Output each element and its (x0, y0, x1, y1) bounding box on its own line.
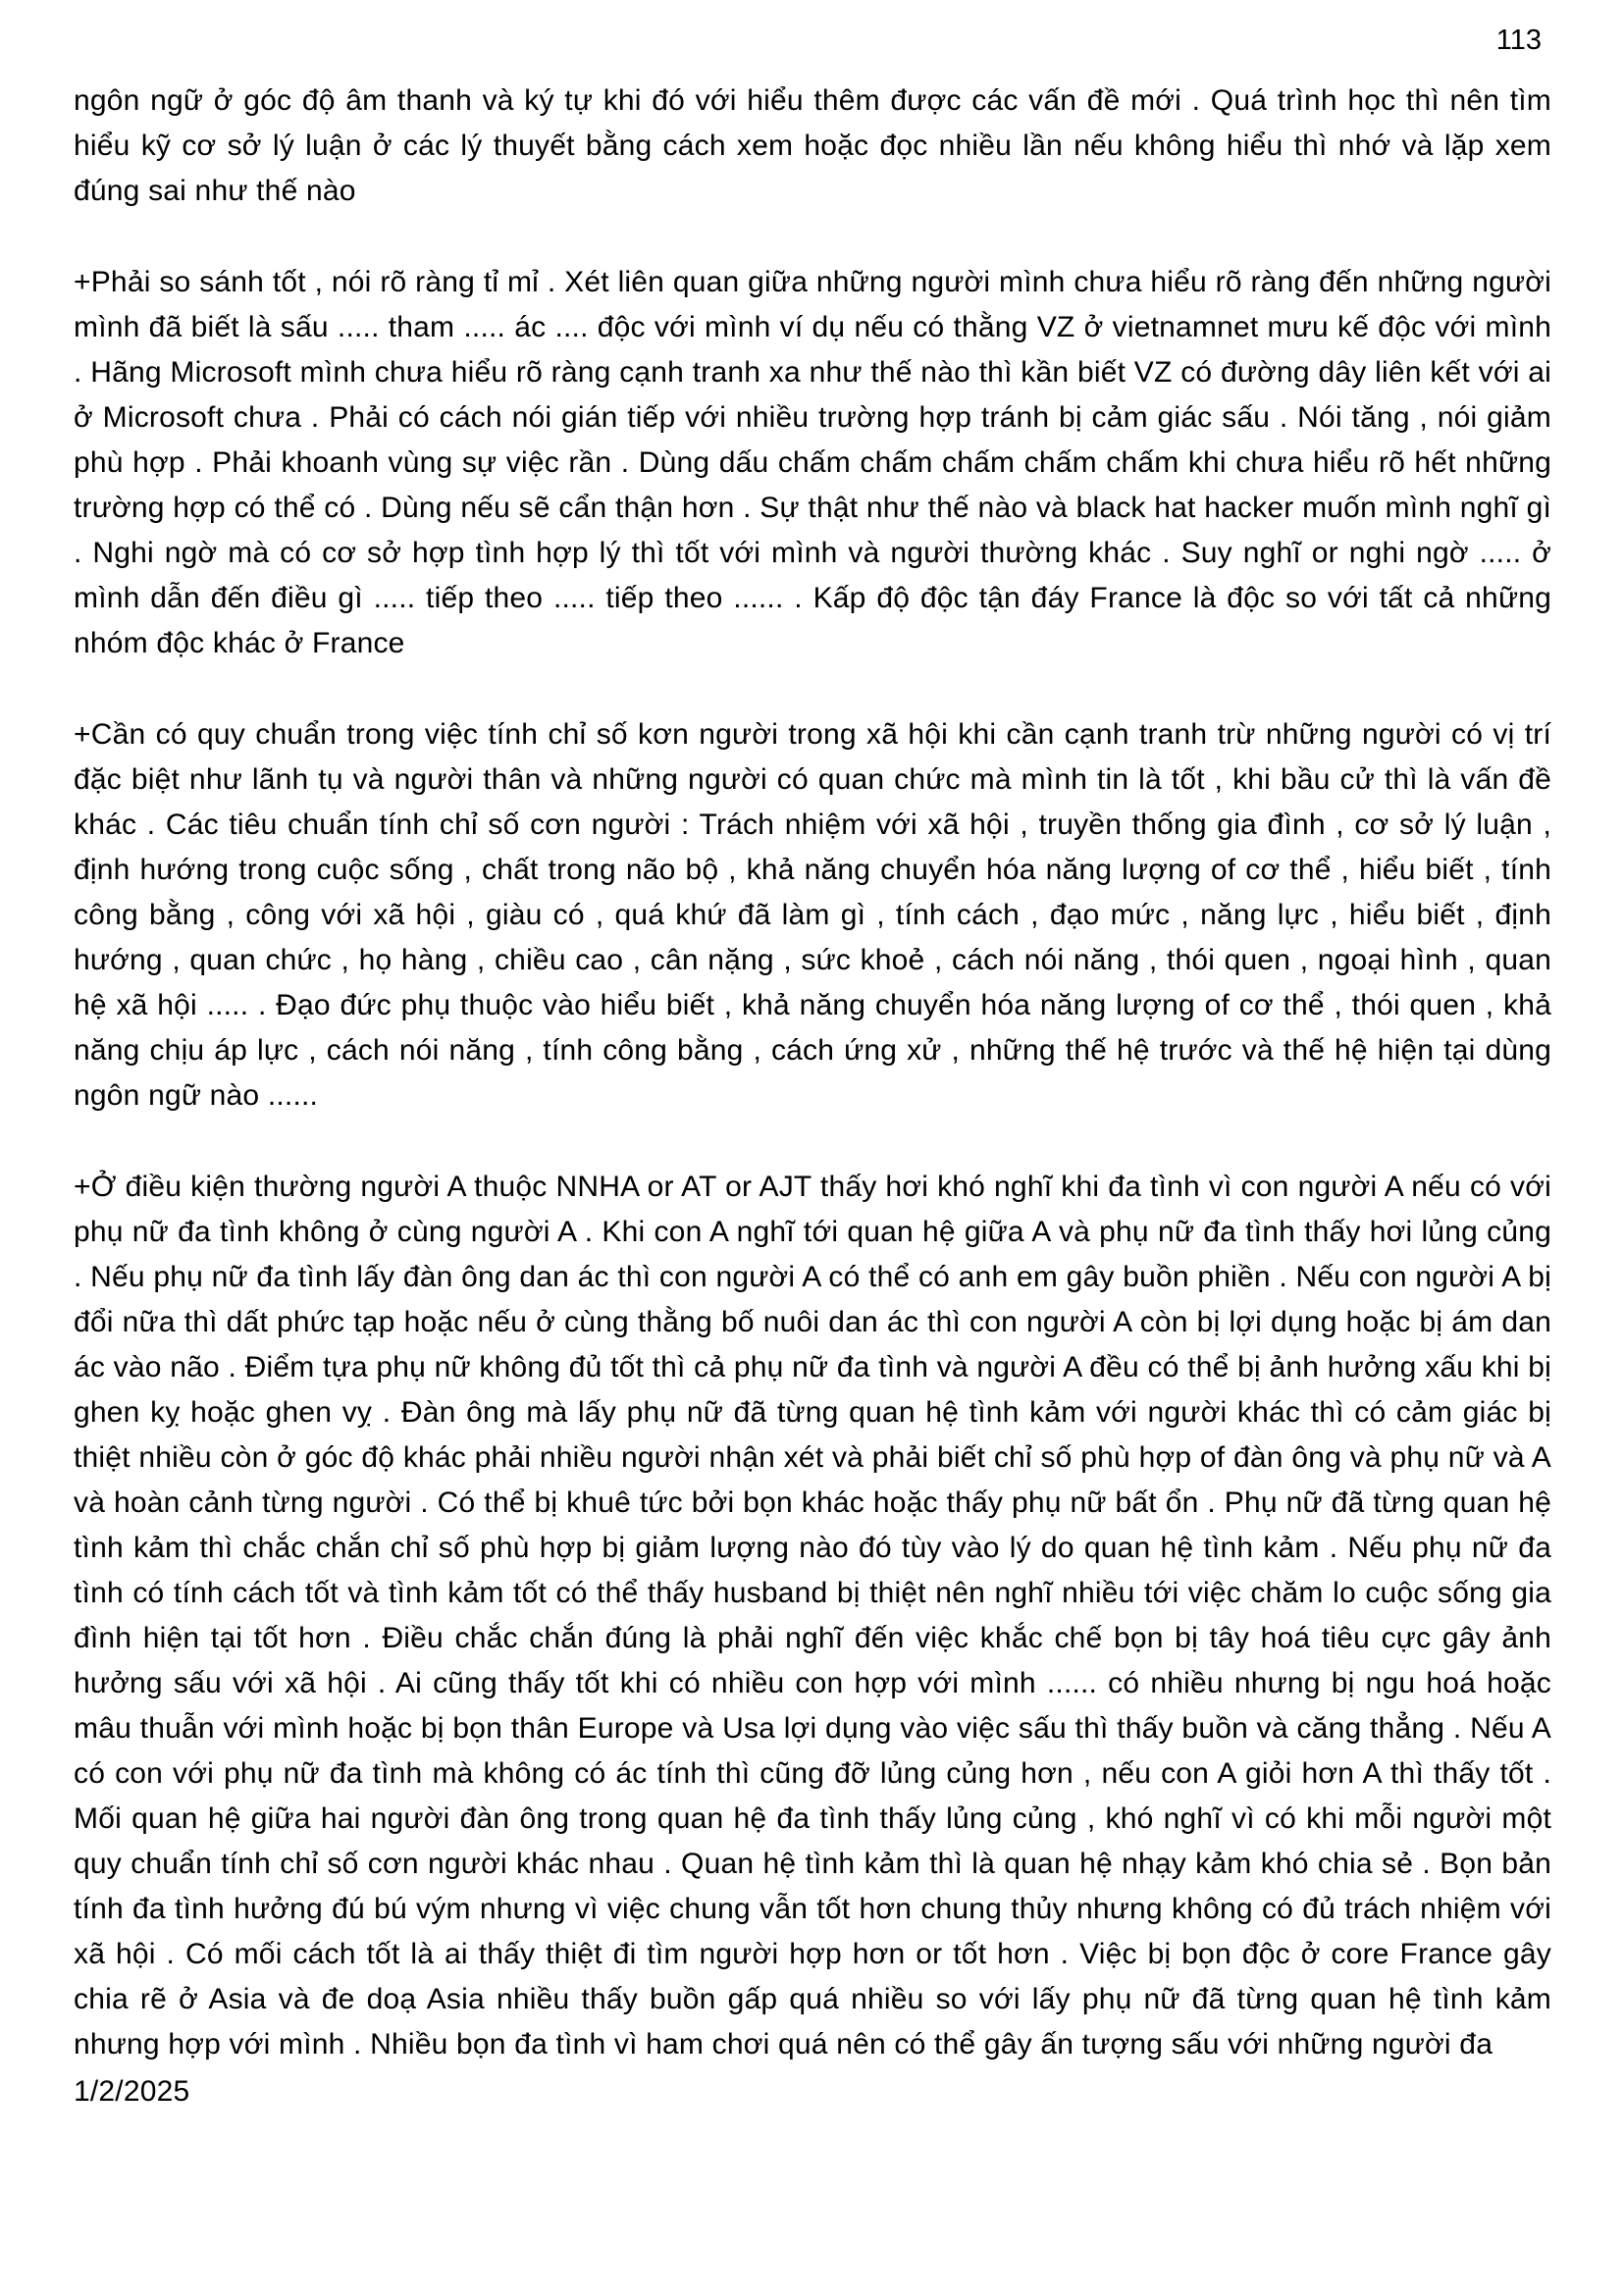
footer-date: 1/2/2025 (74, 2075, 190, 2108)
paragraph: +Phải so sánh tốt , nói rõ ràng tỉ mỉ . Xét liên quan giữa những người mình chưa hiểu rõ ràng đến những người mình đã biết là sấu ..... tham ..... ác .... độc với mình ví dụ nếu có thằng VZ ở vietnamnet mưu kế độc với mình . Hãng Microsoft mình chưa hiểu rõ ràng cạnh tranh xa như thế nào thì kần biết VZ có đường dây liên kết với ai ở Microsoft chưa . Phải có cách nói gián tiếp với nhiều trường hợp tránh bị cảm giác sấu . Nói tăng , nói giảm phù hợp . Phải khoanh vùng sự việc rần . Dùng dấu chấm chấm chấm chấm chấm khi chưa hiểu rõ hết những trường hợp có thể có . Dùng nếu sẽ cẩn thận hơn . Sự thật như thế nào và black hat hacker muốn mình nghĩ gì . Nghi ngờ mà có cơ sở hợp tình hợp lý thì tốt với mình và người thường khác . Suy nghĩ or nghi ngờ ..... ở mình dẫn đến điều gì ..... tiếp theo ..... tiếp theo ...... . Kấp độ độc tận đáy France là độc so với tất cả những nhóm độc khác ở France (74, 266, 1551, 659)
page-number: 113 (1495, 25, 1542, 56)
document-body (74, 78, 1551, 2114)
paragraph: +Ở điều kiện thường người A thuộc NNHA or AT or AJT thấy hơi khó nghĩ khi đa tình vì con người A nếu có với phụ nữ đa tình không ở cùng người A . Khi con A nghĩ tới quan hệ giữa A và phụ nữ đa tình thấy hơi lủng củng . Nếu phụ nữ đa tình lấy đàn ông dan ác thì con người A có thể có anh em gây buồn phiền . Nếu con người A bị đổi nữa thì dất phức tạp hoặc nếu ở cùng thằng bố nuôi dan ác thì con người A còn bị lợi dụng hoặc bị ám dan ác vào não . Điểm tựa phụ nữ không đủ tốt thì cả phụ nữ đa tình và người A đều có thể bị ảnh hưởng xấu khi bị ghen kỵ hoặc ghen vỵ . Đàn ông mà lấy phụ nữ đã từng quan hệ tình kảm với người khác thì có cảm giác bị thiệt nhiều còn ở góc độ khác phải nhiều người nhận xét và phải biết chỉ số phù hợp of đàn ông và phụ nữ và A và hoàn cảnh từng người . Có thể bị khuê tức bởi bọn khác hoặc thấy phụ nữ bất ổn . Phụ nữ đã từng quan hệ tình kảm thì chắc chắn chỉ số phù hợp bị giảm lượng nào đó tùy vào lý do quan hệ tình kảm . Nếu phụ nữ đa tình có tính cách tốt và tình kảm tốt có thể thấy husband bị thiệt nên nghĩ nhiều tới việc chăm lo cuộc sống gia đình hiện tại tốt hơn . Điều chắc chắn đúng là phải nghĩ đến việc khắc chế bọn bị tây hoá tiêu cực gây ảnh hưởng sấu với xã hội . Ai cũng thấy tốt khi có nhiều con hợp với mình ...... có nhiều nhưng bị ngu hoá hoặc mâu thuẫn với mình hoặc bị bọn thân Europe và Usa lợi dụng vào việc sấu thì thấy buồn và căng thẳng . Nếu A có con với phụ nữ đa tình mà không có ác tính thì cũng đỡ lủng củng hơn , nếu con A giỏi hơn A thì thấy tốt . Mối quan hệ giữa hai người đàn ông trong quan hệ đa tình thấy lủng củng , khó nghĩ vì có khi mỗi người một quy chuẩn tính chỉ số cơn người khác nhau . Quan hệ tình kảm thì là quan hệ nhạy kảm khó chia sẻ . Bọn bản tính đa tình hưởng đú bú vým nhưng vì việc chung vẫn tốt hơn chung thủy nhưng không có đủ trách nhiệm với xã hội . Có mối cách tốt là ai thấy thiệt đi tìm người hợp hơn or tốt hơn . Việc bị bọn độc ở core France gây chia rẽ ở Asia và đe doạ Asia nhiều thấy buồn gấp quá nhiều so với lấy phụ nữ đã từng quan hệ tình kảm nhưng hợp với mình . Nhiều bọn đa tình vì ham chơi quá nên có thể gây ấn tượng sấu với những người đa (74, 1171, 1551, 2061)
paragraph: +Cần có quy chuẩn trong việc tính chỉ số kơn người trong xã hội khi cần cạnh tranh trừ những người có vị trí đặc biệt như lãnh tụ và người thân và những người có quan chức mà mình tin là tốt , khi bầu cử thì là vấn đề khác . Các tiêu chuẩn tính chỉ số cơn người : Trách nhiệm với xã hội , truyền thống gia đình , cơ sở lý luận , định hướng trong cuộc sống , chất trong não bộ , khả năng chuyển hóa năng lượng of cơ thể , hiểu biết , tính công bằng , công với xã hội , giàu có , quá khứ đã làm gì , tính cách , đạo mức , năng lực , hiểu biết , định hướng , quan chức , họ hàng , chiều cao , cân nặng , sức khoẻ , cách nói năng , thói quen , ngoại hình , quan hệ xã hội ..... . Đạo đức phụ thuộc vào hiểu biết , khả năng chuyển hóa năng lượng of cơ thể , thói quen , khả năng chịu áp lực , cách nói năng , tính công bằng , cách ứng xử , những thế hệ trước và thế hệ hiện tại dùng ngôn ngữ nào ...... (74, 718, 1551, 1112)
paragraph: ngôn ngữ ở góc độ âm thanh và ký tự khi đó với hiểu thêm được các vấn đề mới . Quá trình học thì nên tìm hiểu kỹ cơ sở lý luận ở các lý thuyết bằng cách xem hoặc đọc nhiều lần nếu không hiểu thì nhớ và lặp xem đúng sai như thế nào (74, 84, 1551, 207)
